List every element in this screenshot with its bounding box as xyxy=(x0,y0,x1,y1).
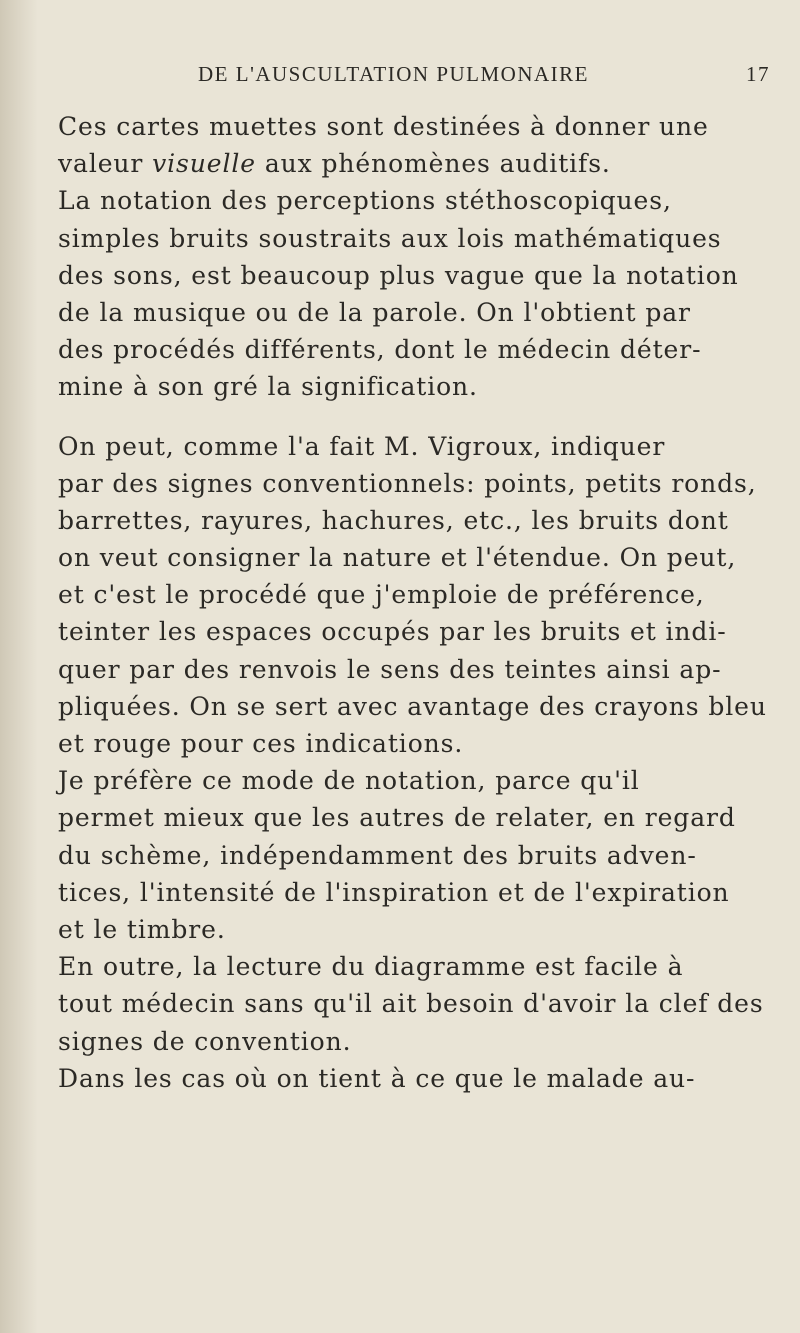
text-line: tices, l'intensité de l'inspiration et de l'expiration xyxy=(58,877,730,907)
text-line: teinter les espaces occupés par les bruits et indi- xyxy=(58,617,727,647)
paragraph-3 xyxy=(58,428,770,763)
text-line: Je préfère ce mode de notation, parce qu'il xyxy=(58,766,640,796)
paragraph-2 xyxy=(58,182,770,405)
text-line: par des signes conventionnels: points, petits ronds, xyxy=(58,468,757,498)
paragraph-5 xyxy=(58,948,770,1060)
text-line xyxy=(58,145,770,182)
text-line: La notation des perceptions stéthoscopiques, xyxy=(58,186,672,216)
body-text xyxy=(58,108,770,1097)
text-line: Dans les cas où on tient à ce que le malade au- xyxy=(58,1063,696,1093)
text-run: valeur xyxy=(58,149,153,179)
text-line: on veut consigner la nature et l'étendue. On peut, xyxy=(58,543,737,573)
running-title: DE L'AUSCULTATION PULMONAIRE xyxy=(198,62,589,86)
text-line: Ces cartes muettes sont destinées à donner une xyxy=(58,112,709,141)
paragraph-4 xyxy=(58,762,770,948)
text-line: des sons, est beaucoup plus vague que la notation xyxy=(58,260,739,290)
paragraph-6 xyxy=(58,1060,770,1097)
text-line: barrettes, rayures, hachures, etc., les bruits dont xyxy=(58,505,729,535)
paragraph-gap xyxy=(58,406,770,428)
text-line: signes de convention. xyxy=(58,1026,352,1056)
running-head xyxy=(150,62,770,92)
text-line: tout médecin sans qu'il ait besoin d'avoir la clef des xyxy=(58,989,764,1019)
page-number: 17 xyxy=(746,62,770,86)
text-line: des procédés différents, dont le médecin déter- xyxy=(58,335,702,365)
text-line: En outre, la lecture du diagramme est facile à xyxy=(58,952,684,982)
paragraph-1 xyxy=(58,108,770,182)
text-line: de la musique ou de la parole. On l'obtient par xyxy=(58,297,691,327)
text-line: et c'est le procédé que j'emploie de préférence, xyxy=(58,580,705,610)
italic-word: visuelle xyxy=(152,149,256,179)
text-line: du schème, indépendamment des bruits adven- xyxy=(58,840,697,870)
text-line: simples bruits soustraits aux lois mathématiques xyxy=(58,223,722,253)
text-run: aux phénomènes auditifs. xyxy=(255,149,611,179)
text-line: mine à son gré la signification. xyxy=(58,372,478,402)
text-line: pliquées. On se sert avec avantage des crayons bleu xyxy=(58,691,767,721)
text-line: quer par des renvois le sens des teintes ainsi ap- xyxy=(58,654,722,684)
text-line: et le timbre. xyxy=(58,914,226,944)
text-line: permet mieux que les autres de relater, en regard xyxy=(58,803,736,833)
text-line: et rouge pour ces indications. xyxy=(58,729,464,758)
text-line: On peut, comme l'a fait M. Vigroux, indiquer xyxy=(58,431,666,461)
